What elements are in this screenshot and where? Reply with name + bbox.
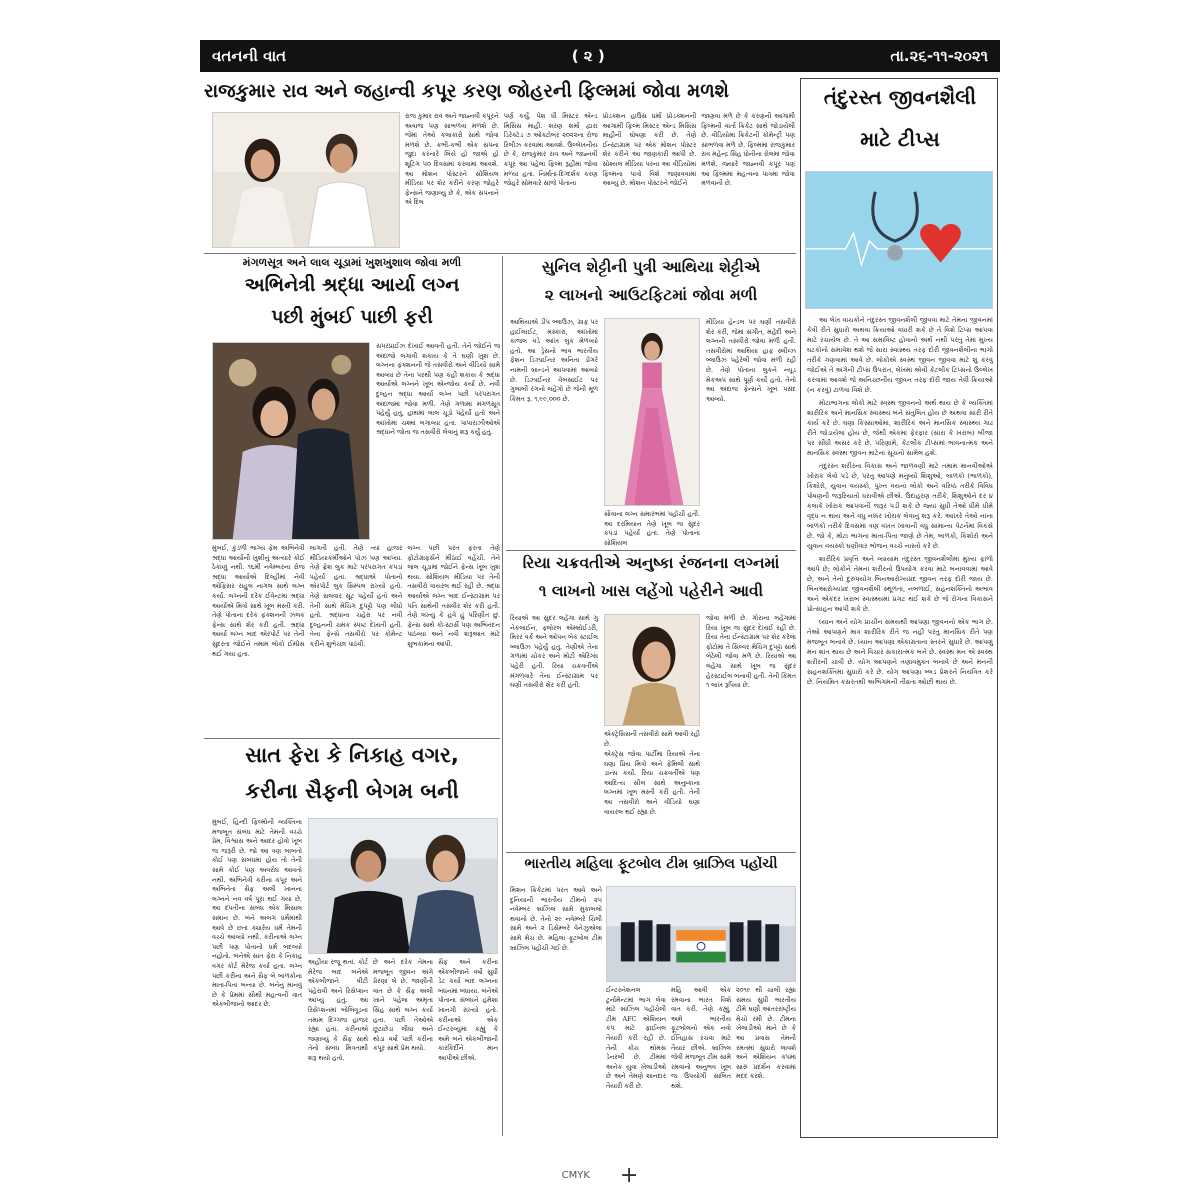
print-footer: [0, 1155, 1200, 1195]
story5-headline-line2: ૧ લાખનો ખાસ લહેંગો પહેરીને આવી: [538, 582, 764, 600]
story6-photo: [606, 886, 796, 982]
story1-headline: રાજકુમાર રાવ અને જહાન્વી કપૂર કરણ જોહરની ફિલ્મમાં જોવા મળશે: [204, 81, 729, 102]
stethoscope-heart-icon: [806, 172, 992, 308]
story3-body: [308, 958, 498, 1136]
story4-photo: [604, 318, 700, 506]
story3-headline-line2: કરીના સૈફની બેગમ બની: [245, 779, 459, 803]
story2-body-right: સપરપ્રાઈઝ દેખાઈ આવતી હતી. તેને જોઈને જ અંદાજો લગાવી શકાય કે તે ઘણી ખુશ છે. લગ્નના ફંક્શનની જે તસવીરો અને વીડિયો સામે આવ્યા છે તેના પરથી પણ કહી શકાય કે શ્રદ્ધા આર્યાએ લગ્નને ખૂબ એન્જોય કર્યા છે. નવી દુલ્હન શ્રદ્ધા આર્યા લગ્ન પછી પરંપરાગત અંદાજમાં જોવા મળી. તેણે ગળામાં મંગળસૂત્ર પહેર્યું હતું, હાથમાં લાલ ચૂડો પહેર્યો હતો અને આંખોમાં ચશ્માં લગાવ્યા હતા. પાપારાઝીઓએ શ્રદ્ધાને જોતા જ તસવીરો લેવાનું શરૂ કર્યું હતું.: [376, 342, 500, 437]
story4-caption: સૌવાના લગ્ન સમારંભમાં પહોંચી હતી. આ દરમિયાન તેણે ખૂબ જ સુંદર કપડાં પહેર્યાં હતાં. તેણે પોતાના સોશિયલ: [604, 510, 700, 546]
sidebar-paragraph: શારીરિક પ્રવૃત્તિ અને વ્યાયામ તંદુરસ્ત જીવનશૈલીમાં મુખ્ય ફાળો આપે છે; લોકોને તેમના શરીરનો ઉપયોગ કરવા માટે બનાવવામાં આવે છે, અને તેનો દુરુપયોગ બિનઆરોગ્યપ્રદ જીવન તરફ દોરી જાય છે. બિનઆરોગ્યપ્રદ જીવનશૈલી સ્થૂળતા, નબળાઈ, સહનશક્તિનો અભાવ અને એકંદર ખરાબ સ્વાસ્થ્યમાં પ્રગટ થઈ શકે છે જે રોગના વિકાસને પ્રોત્સાહન આપી શકે છે.: [807, 555, 993, 613]
couple-photo-icon: [213, 343, 369, 539]
story3-column: સૈફ અને કરીના એકબીજાને વર્ષો સુધી ડેટ કર્યા બાદ લગ્નના બંધનમાં બંધાયા. બંનેએ પોતાના સંબંધને હંમેશા ખાનગી રાખ્યો હતો. કરીનાએ એક ઈન્ટરવ્યુમાં કહ્યું કે અમે બંને એકબીજાની કારકિર્દીને માન આપીએ છીએ.: [438, 958, 498, 1062]
story4-headline-line1: સુનિલ શેટ્ટીની પુત્રી આથિયા શેટ્ટીએ: [541, 258, 761, 276]
story6-column: ઈન્ટરનેશનલ ટુર્નામેન્ટમાં ભાગ લેવા માટે બ્રાઝિલ પહોંચેલી ટીમ AFC એશિયન કપ માટે ફાઈનલ તૈયારી કરી રહી છે. તેની કોચ થોમસ ડેનરબી છે. ટીમમાં અનેક યુવા ખેલાડીઓ છે અને તેમણે શાનદાર તૈયારી કરી છે.: [606, 986, 666, 1090]
issue-date: તા.૨૬-૧૧-૨૦૨૧: [890, 47, 988, 65]
story2-headline-line2: પછી મુંબઈ પાછી ફરી: [271, 306, 433, 328]
story1-body: [405, 112, 795, 252]
lehenga-photo-icon: [605, 319, 699, 505]
divider: [506, 852, 796, 853]
story1-column: પર્ણ કર્યું. પેશ ધી મિસ્ટર એન્ડ મિસિસ માહી. શરણ શર્મા દ્વારા ડિરેક્ટેડ ૭ ઓક્ટોબર ૨૦૨૨ના રોજ રિલીઝ કરવામાં આવશે. ઉલ્લેખનીય છે કે, રાજકુમાર રાવ અને જાહ્નવી કપૂર આ પહેલા ફિલ્મ રૂહીમાં જોવા મળ્યા હતા. નિર્માતા-દિગ્દર્શક કરણ જોહરે સોમવારે સાંજે પોતાના: [503, 112, 598, 188]
sidebar-paragraph: આ લેખ વાચકોને તંદુરસ્ત જીવનશૈલી જીવવા માટે તેમના જીવનમાં કેવી રીતે સુધારો અથવા ક્રિયાઓ વધારી શકે છે તે વિશે ટિપ્સ આપવા માટે રચાયેલ છે. તે આ સમાવિષ્ટ હોવાનો અર્થ નથી પરંતુ તેમાં મુખ્ય ઘટકોનો સમાવેશ થશે જે સારા સ્વાસ્થ્ય તરફ દોરી જીવનશૈલીના ભાગો તરીકે ગણવામાં આવે છે. લોકોએ સ્વસ્થ જીવન જીવવા માટે શું કરવું જોઈએ તે અંગેની ટીપ્સ ઉપરાંત, લેખમાં એવી કેટલીક ટિપ્સનો ઉલ્લેખ કરવામાં આવશે જે અનિચ્છનીય જીવન તરફ દોરી જાય તેવી ક્રિયાઓ (ન કરવું) ટાળવા વિશે છે.: [807, 316, 993, 394]
story5-body-right: જોવા મળી છે. ગોરાના લહેંગામાં રિયા ખૂબ જ સુંદર દેખાઈ રહી છે. રિયા તેના ઈન્સ્ટાગ્રામ પર શેર કરેલા ફોટોમાં તે સિલ્વર મેચિંગ દુપટ્ટા સાથે બેઠેલી જોવા મળે છે. રિયાએ આ લહેંગા સાથે ખૂબ જ સુંદર હેરસ્ટાઈલ બનાવી હતી. તેની કિંમત ૧ લાખ રૂપિયા છે.: [706, 614, 796, 690]
story2-column: મુંબઈ, કુંડળી ભાગ્ય ફેમ અભિનેત્રી શ્રદ્ધા આર્યાની ખુશીનું અત્યારે કોઈ ઠેકાણું નથી. ૧૬મી નવેમ્બરના રોજ શ્રદ્ધા આર્યાએ દિલ્હીમાં નેવી ઓફિસર રાહુલ નાગલ સાથે લગ્ન કર્યા. લગ્નની દરેક ઈવેન્ટમાં શ્રદ્ધા આર્યાએ મિત્રો સાથે ખૂબ મસ્તી કરી. તેણે પોતાના દરેક ફંક્શનની ઝલક ફેન્સ સાથે શેર કરી હતી. શ્રદ્ધા આર્યા લગ્ન બાદ એરપોર્ટ પર તેની સુંદરતા જોઈને તમામ લોકો ઈમ્પ્રેસ થઈ ગયા હતા.: [212, 544, 305, 658]
story6-body: [606, 986, 796, 1136]
story1-column: જાણવા મળે છે કે કરણની આગામી ફિલ્મની વાર્તા ક્રિકેટ સાથે જોડાયેલી છે. વીડિયોમાં ક્રિકેટની કોમેન્ટ્રી પણ સાંભળવા મળે છે. ફિલ્મમાં રાજકુમાર રાવ મહેન્દ્ર સિંહ ધોનીના રોલમાં જોવા મળશે. જ્યારે જાહ્નવી કપૂર પણ આ ફિલ્મમાં મહત્વના પાત્રમાં જોવા મળવાની છે.: [701, 112, 795, 188]
story3-headline-line1: સાત ફેરા કે નિકાહ વગર,: [245, 743, 459, 767]
story6-column: ૨૦૧૯ થી ચાલી રહ્યા સમય સુધી ભારતીય ટીમે ઘણી આંતરરાષ્ટ્રીય મેચો રમી છે. ટીમના ખેલાડીઓ માને છે કે આ પ્રવાસ તેમની રમતમાં સુધારો લાવશે અને એશિયન કપમાં સારું પ્રદર્શન કરવામાં મદદ કરશે.: [736, 986, 796, 1081]
story5-body-middle: એક્ટ્રેસ જોવા પાર્ટીમાં રિયાએ તેના ઘણા પ્રિય મિત્રો અને ફેમિલી સાથે ડાન્સ કર્યો. રિયા ચક્રવર્તીએ પણ આદિત્ય સીલ સાથે અનુષ્કાના લગ્નમાં ખૂબ મસ્તી કરી હતી. તેની આ તસવીરો અને વીડિયો ઘણા વાયરલ થઈ રહ્યા છે.: [604, 750, 700, 816]
story3-photo: [308, 818, 498, 954]
story4-headline-line2: ૨ લાખનો આઉટફિટમાં જોવા મળી: [544, 286, 758, 304]
story2-body: [212, 544, 500, 734]
story5-caption: એક્ટ્રેસિસની તસવીરો સામે આવી રહી છે.: [604, 730, 700, 748]
divider: [506, 550, 796, 551]
story6-body-col1: મિશન ક્રિકેટમાં પરત આવે અને દુનિયાની ભારતીય ટીમનો ૨૫ નવેમ્બર બ્રાઝિલ સામે મુકાબલો થવાનો છે. તેનો ૨૯ નવેમ્બરે ચિલી સામે અને ૨ ડિસેમ્બરે વેનેઝુએલા સામે મેચ છે. મહિલા ફૂટબોલ ટીમ બ્રાઝિલ પહોંચી ગઈ છે.: [510, 886, 602, 952]
newspaper-page: [200, 40, 1000, 1140]
column-divider: [502, 256, 503, 1136]
story4-body-left: આથિયાએ ડીપ બ્લાઉઝ, ગ્રાફ પર હાઈલાઈટ, મસ્કારા, આંખોમાં કાજલ વડે આંખ લુક મેળવ્યો હતો. આ ડ્રેસનો ભાવ ભારતીય ફેશન ડિઝાઈનર અનિતા ડોંગરે નામની બ્રાન્ડને આપવામાં આવ્યો છે. ડિઝાઈનર વેબસાઈટ પર ગુલાબી રંગનો લહેંગો છે જેની મૂળ કિંમત રૂ. ૧,૯૯,૦૦૦ છે.: [510, 318, 598, 403]
story5-photo: [604, 614, 700, 726]
crosshair-icon: +: [619, 1162, 639, 1188]
page-number: ( ૨ ): [571, 47, 605, 65]
sidebar-title-line1: તંદુરસ્ત જીવનશૈલી: [823, 85, 977, 109]
football-team-photo-icon: [607, 887, 795, 981]
story2-photo: [212, 342, 370, 540]
masthead-title: વતનની વાત: [212, 47, 287, 65]
sidebar-paragraph: ધ્યાન અને યોગ પ્રાચીન સમયથી આપણા જીવનનો એક ભાગ છે. તેઓ આપણને માત્ર શારીરિક રીતે જ નહીં પરંતુ માનસિક રીતે પણ મજબૂત બનાવે છે. ધ્યાન આપણા એકાગ્રતાના સ્તરને સુધારે છે. આપણું મન શાંત થાય છે અને વિચાર સકારાત્મક બને છે. સ્વસ્થ મન એ સ્વસ્થ શરીરની ચાવી છે. યોગ આપણને તણાવમુક્ત બનાવે છે અને મનની સહનશક્તિમાં સુધારો કરે છે. યોગ આપણા બ્લડ પ્રેશરને નિયંત્રિત કરે છે. નિયમિત કસરતથી અભિગમની તીવ્રતા ઓછી થાય છે.: [807, 618, 993, 686]
story4-body-right: મીડિયા હેન્ડલ પર ઘણી તસવીરો શેર કરી, જેમાં સંગીત, મહેંદી અને લગ્નની તસવીરો જોવા મળી હતી. તસવીરોમાં આથિયા હાફ સ્લીવ્ઝ બ્લાઉઝ પહેરેલી જોવા મળી રહી છે. તેણે પોતાના લુકને ન્યૂડ મેકઅપ સાથે પૂર્ણ કર્યો હતો. તેનો આ અંદાજ ફેન્સને ખૂબ પસંદ આવ્યો.: [706, 318, 796, 403]
sidebar-title-line2: માટે ટીપ્સ: [860, 127, 940, 151]
story3-body-left: મુંબઈ, હિન્દી ફિલ્મોની વ્યક્તિના મજબૂત સંબંધ માટે તેમની વચ્ચે પ્રેમ, વિશ્વાસ અને આદર હોવો ખૂબ જ જરૂરી છે. જો આ ત્રણ બાબતો કોઈ પણ સંબંધમાં હોય તો તેની સામે કોઈ પણ અવરોધ આવતો નથી. અભિનેત્રી કરીના કપૂર અને અભિનેતા સૈફ અલી ખાનના લગ્નને નવ વર્ષ પૂરા થઈ ગયા છે. આ દંપતીના સંબંધ એક મિસાલ સમાન છે. બંને અલગ ધર્મમાંથી આવે છે છતાં ક્યારેય ધર્મ તેમની વચ્ચે આવ્યો નથી. કરીનાએ લગ્ન પછી પણ પોતાનો ધર્મ બદલ્યો નહોતો. બંનેએ સાત ફેરા કે નિકાહ વગર કોર્ટ મેરેજ કર્યા હતા. લગ્ન પછી કરીના અને સૈફ બે બાળકોના માતા-પિતા બન્યા છે. બંનેનું માનવું છે કે પ્રેમમાં સૌથી મહત્વની વાત એકબીજાનો આદર છે.: [212, 818, 302, 1009]
divider: [204, 738, 500, 739]
sidebar-paragraph: મોટાભાગના લોકો માટે સ્વસ્થ જીવનનો અર્થ થાય છે કે વ્યક્તિમાં શારીરિક અને માનસિક સ્વાસ્થ્ય બંને સંતુલિત હોય છે અથવા સારી રીતે કાર્ય કરે છે. ઘણા કિસ્સાઓમાં, શારીરિક અને માનસિક સ્વાસ્થ્ય ગાઢ રીતે જોડાયેલા હોય છે, જેથી એકમાં ફેરફાર (સારા કે ખરાબ) બીજા પર સીધી અસર કરે છે. પરિણામે, કેટલીક ટીપ્સમાં ભાવનાત્મક અને માનસિક સ્વસ્થ જીવન માટેના સૂચનો સામેલ હશે.: [807, 399, 993, 457]
sidebar-photo: [805, 171, 993, 309]
couple-photo-icon: [213, 113, 399, 247]
sidebar-paragraph: તંદુરસ્ત શરીરના વિકાસ અને જાળવણી માટે તમામ માનવીઓએ ખોરાક લેવો પડે છે, પરંતુ આપણે મનુષ્યો શિશુઓ, બાળકો (ભાળકો), કિશોરો, યુવાન વયસ્કો, પુખ્ત વયના લોકો અને વરિષ્ઠ તરીકે વિવિધ પોષણની જરૂરિયાતો ધરાવીએ છીએ. ઉદાહરણ તરીકે, શિશુઓને દર ૪ કલાકે ખોરાક આપવાની જરૂર પડી શકે છે જ્યાં સુધી તેઓ ધીમે ધીમે વૃદ્ધ ન થાય અને વધુ નક્કર ખોરાક લેવાનું શરૂ કરે. આખરે તેઓ નાના બાળકો તરીકે દિવસમાં ત્રણ વખત ખાવાની વધુ સામાન્ય પેટર્નમાં વિકસે છે. જો કે, મોટા ભાગના માતા-પિતા જાણે છે તેમ, બાળકો, કિશોરો અને યુવાન વયસ્કો ઘણીવાર ભોજન વચ્ચે નાસ્તો કરે છે.: [807, 462, 993, 550]
story1-column: પ્રોડક્શન હાઉસ ધર્મા પ્રોડક્શનની આગામી ફિલ્મ મિસ્ટર એન્ડ મિસિસ માહીની ઘોષણા કરી છે. તેણે ઈન્સ્ટાગ્રામ પર એક મોશન પોસ્ટર શેર કરીને આ જાણકારી આપી છે. સોશ્યલ મીડિયા પરના આ વીડિયોમાં ફિલ્મના પાત્રો વિશે જણાવવામાં આવ્યું છે. મોશન પોસ્ટરને જોઈને: [602, 112, 697, 188]
divider: [204, 253, 796, 254]
sidebar-body: [807, 315, 993, 1133]
story2-kicker: મંગળસૂત્ર અને લાલ ચૂડામાં ખુશખુશાલ જોવા મળી: [242, 256, 462, 269]
story1-photo: [212, 112, 400, 248]
story3-column: છે અને દરેક તેમના મજબૂત જીવન અંગે પ્રેરણા લે છે. જાણીતી વાત છે કે સૈફ અલી ખાને પહેલા અમૃતા સિંહ સાથે લગ્ન કર્યા હતા. પછી તેઓએ છૂટાછેડા લીધા અને થોડા વર્ષો પછી કરીના કપૂર સાથે પ્રેમ થયો.: [373, 958, 433, 1053]
portrait-photo-icon: [605, 615, 699, 725]
story6-column: મહિ આવી એક રમવાના ભારત વિશે વાત કરી. તેણે કહ્યું, અમે ભારતીય ફૂટબોલનો એક નવો ઈતિહાસ રચવા માટે તૈયાર છીએ. બ્રાઝિલ જેવી મજબૂત ટીમ સામે રમવાનો અનુભવ ખૂબ જ ઉપયોગી સાબિત થશે.: [671, 986, 731, 1090]
story5-headline-line1: રિયા ચક્રવતીએ અનુષ્કા રંજનના લગ્નમાં: [522, 554, 780, 572]
story5-body-left: રિયાએ આ સુંદર લહેંગા સાથે ગુ નેકલાઈન, ફ્લોરલ એમ્બ્રોઈડરી, મિરર વર્ક અને ઓપન બેક સ્ટાઈલ બ્લાઉઝ પહેર્યું હતું. તેણીએ તેના ગળામાં ચોકર અને મોટી એરિંગ્સ પહેરી હતી. રિયા ચક્રવર્તીએ મંગળવારે તેના ઈન્સ્ટાગ્રામ પર ઘણી તસવીરો શેર કરી હતી.: [510, 614, 598, 690]
story3-column: અહીંયા રજૂ થતાં. કોર્ટ મેરેજ બાદ બંનેએ એકબીજાને વીંટી પહેરાવી અને રિસેપ્શન આપ્યું હતું. આ રિસેપ્શનમાં બોલિવૂડના તમામ દિગ્ગજ હાજર રહ્યા હતા. કરીનાએ જણાવ્યું કે સૈફ સાથે તેનો સંબંધ મિત્રતાથી શરૂ થયો હતો.: [308, 958, 368, 1062]
sidebar-health-tips: [800, 78, 998, 1138]
story6-headline: ભારતીય મહિલા ફૂટબોલ ટીમ બ્રાઝિલ પહોંચી: [524, 856, 778, 872]
couple-photo-icon: [309, 819, 497, 953]
color-mark: CMYK: [561, 1169, 590, 1181]
story1-column: રાજ કુમાર રાવ અને જાહ્નવી કપૂરને અવાજ પણ સાંભળવા મળશે છે. જેમાં તેઓ કલાકારો સાથે જોવા મળશે છે. કભી-કભી એક સપના જુદા કરનારે લિયે હો જાએ હો શૂટિંગ ૫૦ દિવસમાં કરવામાં આવશે. આ મોશન પોસ્ટરને સોશિયલ મીડિયા પર શેર કરીને કરણ જોહરે ફેન્સને જણાવ્યું છે કે, એક સપનાને એ દિલ: [405, 112, 499, 207]
masthead-bar: [200, 40, 1000, 72]
story2-column: લાગતી હતી. તેણે ત્યાં હાજર મીડિયાકર્મીઓને પોઝ પણ આપ્યા. તેણે ફ્રેશ લુક માટે પરંપરાગત કપડા પહેર્યા હતા. શ્રદ્ધાએ પોતાનો એરપોર્ટ લુક સિમ્પલ રાખ્યો હતો. તેણે સલવાર સૂટ પહેર્યો હતો અને તેની સાથે મેચિંગ દુપટ્ટો પણ લીધો હતો. શ્રદ્ધાના ચહેરા પર નવી દુલ્હનની ચમક સ્પષ્ટ દેખાતી હતી. તેના ફેન્સે તસવીરો પર કોમેન્ટ કરીને શુભેચ્છા પાઠવી.: [309, 544, 403, 648]
story2-column: લગ્ન પછી પરત ફરતા તેણે ફોટોગ્રાફર્સને મીઠાઈ વહેંચી. તેને લાલ ચૂડામાં જોઈને ફેન્સ ખૂબ ખુશ થયા. સોશિયલ મીડિયા પર તેની તસવીરો વાયરલ થઈ રહી છે. શ્રદ્ધા આર્યાએ લગ્ન બાદ ઈન્સ્ટાગ્રામ પર પતિ સાથેની તસવીર શેર કરી હતી. તેણે લખ્યું કે હવે હું પરિણીત છું. ફેન્સ સાથે કો-સ્ટાર્સે પણ અભિનંદન પાઠવ્યા અને નવી શરૂઆત માટે શુભકામના આપી.: [407, 544, 500, 648]
story2-headline-line1: અભિનેત્રી શ્રદ્ધા આર્યા લગ્ન: [244, 274, 460, 296]
